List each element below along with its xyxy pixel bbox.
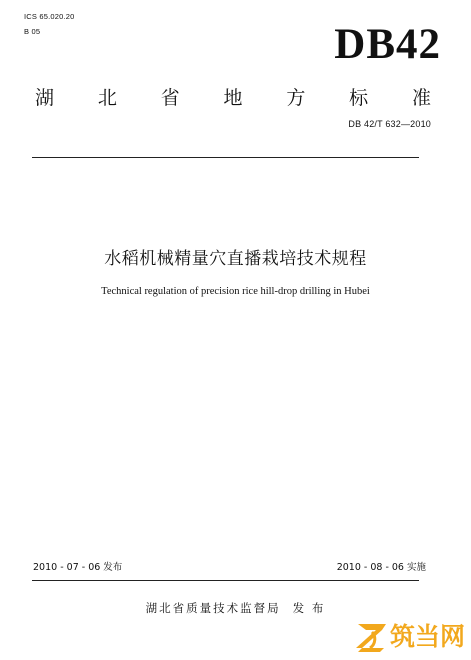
implementation-date: 2010 - 08 - 06 实施 — [336, 562, 426, 573]
issuer-verb: 发 布 — [292, 601, 326, 615]
issue-date: 2010 - 07 - 06 发布 — [33, 562, 123, 573]
standard-type-char: 标 — [349, 87, 369, 109]
ics-code: ICS 65.020.20 — [24, 12, 75, 21]
standard-number: DB 42/T 632—2010 — [348, 119, 431, 129]
standard-type-char: 湖 — [35, 87, 55, 109]
zhulong-z-logo-icon — [352, 618, 392, 654]
bottom-divider — [32, 580, 419, 581]
standard-type-char: 北 — [97, 87, 117, 109]
site-watermark — [352, 617, 465, 655]
top-divider — [32, 157, 419, 158]
standard-type-char: 地 — [223, 87, 243, 109]
standard-type-char: 方 — [286, 87, 306, 109]
standard-type-title — [35, 83, 431, 110]
standard-type-char: 准 — [411, 87, 431, 109]
document-title-english: Technical regulation of precision rice hill-drop drilling in Hubei — [101, 286, 370, 297]
watermark-text: 筑当网 — [389, 621, 465, 651]
standard-type-char: 省 — [160, 87, 180, 109]
ccs-code: B 05 — [24, 27, 41, 36]
issuer-name: 湖北省质量技术监督局 — [145, 601, 281, 615]
issuing-authority — [0, 600, 471, 616]
document-title-chinese: 水稻机械精量穴直播栽培技术规程 — [104, 249, 367, 269]
db-standard-mark: DB42 — [334, 21, 441, 68]
